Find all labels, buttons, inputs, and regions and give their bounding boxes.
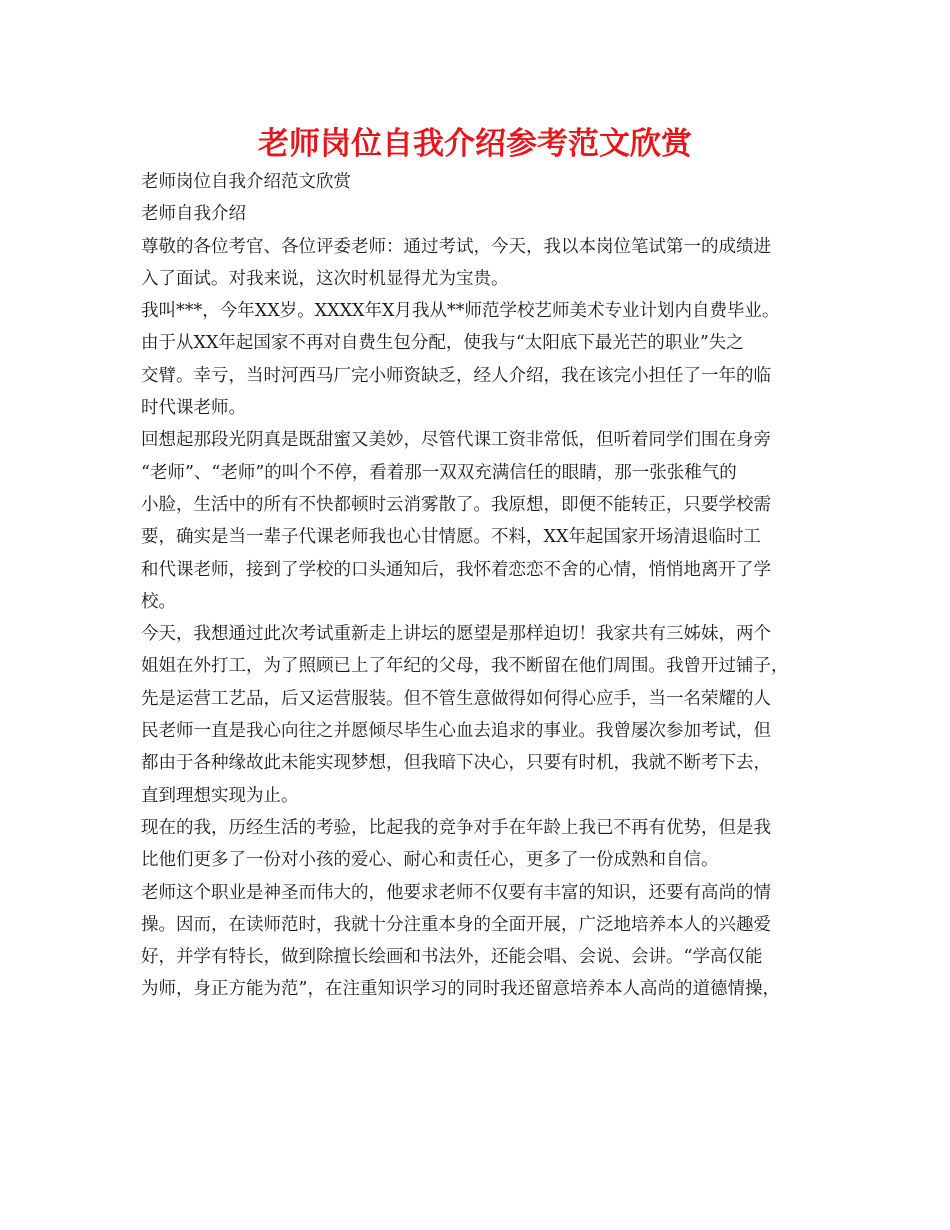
- text-line: 都由于各种缘故此未能实现梦想，但我暗下决心，只要有时机，我就不断考下去，: [141, 753, 771, 774]
- text-line: 比他们更多了一份对小孩的爱心、耐心和责任心，更多了一份成熟和自信。: [141, 850, 719, 871]
- text-line: 回想起那段光阴真是既甜蜜又美妙，尽管代课工资非常低，但听着同学们围在身旁: [141, 430, 771, 451]
- text-line: 老师自我介绍: [141, 204, 246, 225]
- text-line: 好，并学有特长，做到除擅长绘画和书法外，还能会唱、会说、会讲。“学高仅能: [141, 947, 763, 968]
- text-line: 由于从XX年起国家不再对自费生包分配，使我与“太阳底下最光芒的职业”失之: [141, 333, 744, 354]
- text-line: 现在的我，历经生活的考验，比起我的竞争对手在年龄上我已不再有优势，但是我: [141, 817, 771, 838]
- text-line: 我叫***，今年XX岁。XXXX年X月我从**师范学校艺师美术专业计划内自费毕业。: [141, 301, 780, 322]
- text-line: “老师”、“老师”的叫个不停，看着那一双双充满信任的眼睛，那一张张稚气的: [141, 462, 737, 483]
- document-body: [141, 166, 826, 1006]
- text-line: 和代课老师，接到了学校的口头通知后，我怀着恋恋不舍的心情，悄悄地离开了学: [141, 559, 771, 580]
- text-line: 姐姐在外打工，为了照顾已上了年纪的父母，我不断留在他们周围。我曾开过铺子，: [141, 656, 789, 677]
- text-line: 直到理想实现为止。: [141, 785, 299, 806]
- text-line: 民老师一直是我心向往之并愿倾尽毕生心血去追求的事业。我曾屡次参加考试，但: [141, 721, 771, 742]
- text-line: 老师岗位自我介绍范文欣赏: [141, 172, 351, 192]
- text-line: 时代课老师。: [141, 398, 246, 419]
- text-line: 要，确实是当一辈子代课老师我也心甘情愿。不料，XX年起国家开场清退临时工: [141, 527, 761, 548]
- text-line: 交臂。幸亏，当时河西马厂完小师资缺乏，经人介绍，我在该完小担任了一年的临: [141, 365, 771, 386]
- text-line: 先是运营工艺品，后又运营服装。但不管生意做得如何得心应手，当一名荣耀的人: [141, 688, 771, 709]
- text-line: 今天，我想通过此次考试重新走上讲坛的愿望是那样迫切！我家共有三姊妹，两个: [141, 624, 771, 645]
- text-line: 入了面试。对我来说，这次时机显得尤为宝贵。: [141, 268, 509, 289]
- text-line: 操。因而，在读师范时，我就十分注重本身的全面开展，广泛地培养本人的兴趣爱: [141, 914, 771, 935]
- text-line: 为师，身正方能为范”，在注重知识学习的同时我还留意培养本人高尚的道德情操，: [141, 979, 780, 1000]
- text-line: 尊敬的各位考官、各位评委老师：通过考试，今天，我以本岗位笔试第一的成绩进: [141, 236, 771, 257]
- text-line: 老师这个职业是神圣而伟大的，他要求老师不仅要有丰富的知识，还要有高尚的情: [141, 882, 771, 903]
- text-line: 校。: [141, 591, 176, 612]
- text-line: 小脸，生活中的所有不快都顿时云消雾散了。我原想，即便不能转正，只要学校需: [141, 494, 771, 515]
- document-title: 老师岗位自我介绍参考范文欣赏: [258, 126, 692, 162]
